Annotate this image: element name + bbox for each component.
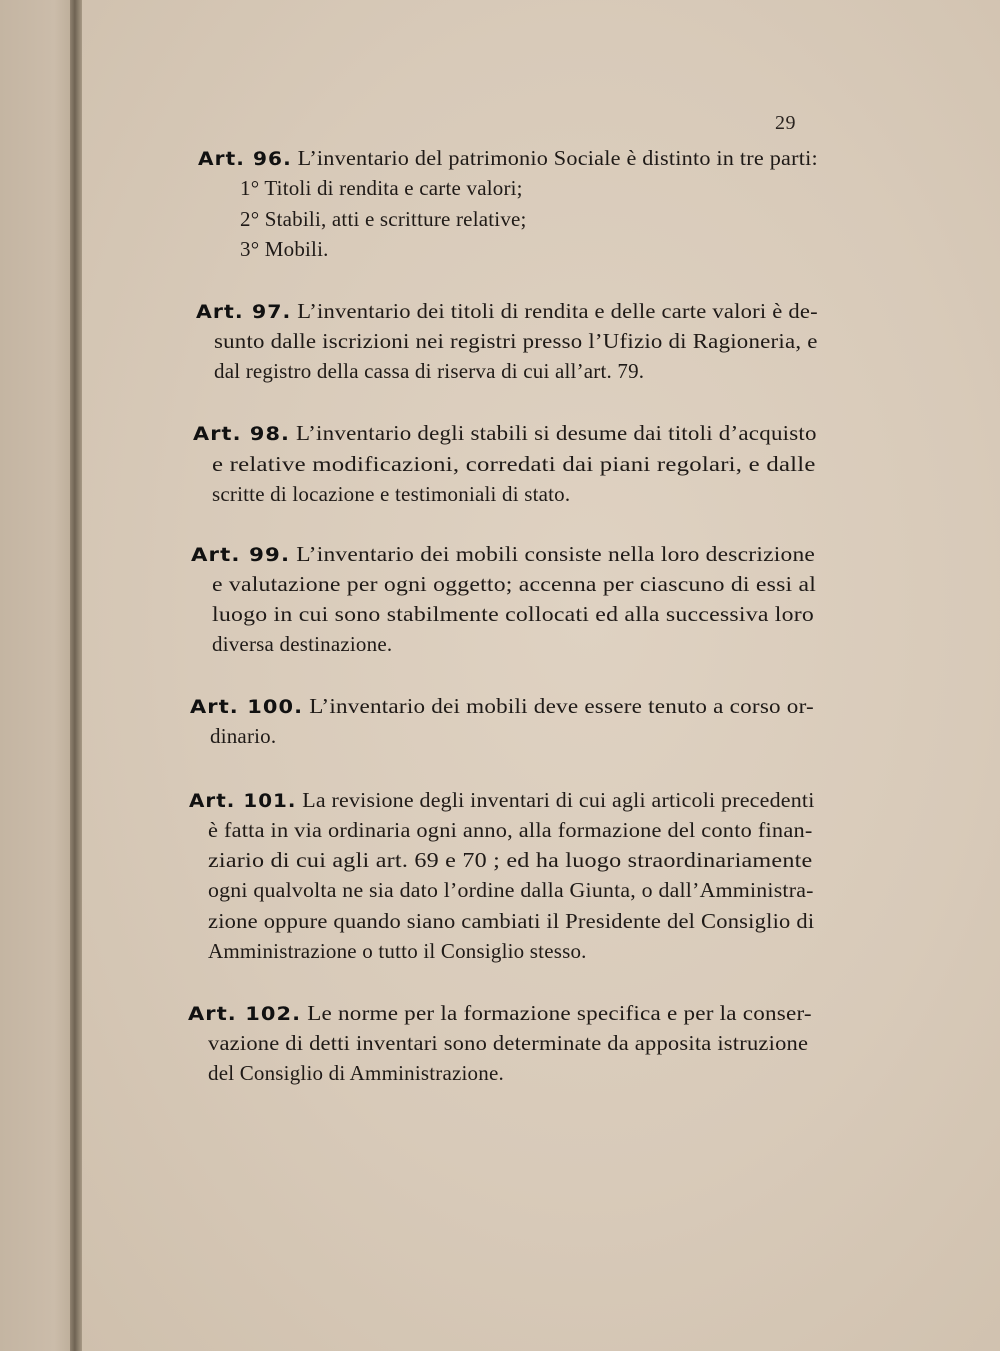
article-96-item-3: 3° Mobili.	[240, 237, 329, 261]
article-97-line-3: dal registro della cassa di riserva di cui all’art. 79.	[214, 359, 645, 383]
article-101-line-2: è fatta in via ordinaria ogni anno, alla formazione del conto finan-	[208, 818, 813, 842]
article-101-line-1	[189, 788, 815, 813]
article-101-line-5: zione oppure quando siano cambiati il Presidente del Consiglio di	[208, 909, 815, 933]
article-98-line-1	[193, 421, 817, 446]
left-page-edge	[0, 0, 78, 1351]
article-99-line-1	[191, 542, 815, 567]
article-100-text: L’inventario dei mobili deve essere tenuto a corso or-	[309, 694, 814, 718]
article-102-line-3: del Consiglio di Amministrazione.	[208, 1061, 504, 1085]
page-number: 29	[775, 112, 796, 134]
article-97-line-1	[196, 299, 818, 324]
article-101-text: La revisione degli inventari di cui agli articoli precedenti	[302, 788, 815, 812]
article-96-line-1	[198, 146, 818, 171]
article-98-line-3: scritte di locazione e testimoniali di stato.	[212, 482, 571, 506]
article-96-item-2: 2° Stabili, atti e scritture relative;	[240, 207, 527, 231]
article-99-line-4: diversa destinazione.	[212, 632, 393, 656]
article-101-line-3: ziario di cui agli art. 69 e 70 ; ed ha luogo straordinariamente	[208, 848, 813, 872]
article-99-line-2: e valutazione per ogni oggetto; accenna per ciascuno di essi al	[212, 572, 817, 596]
article-102-line-2: vazione di detti inventari sono determinate da apposita istruzione	[208, 1031, 809, 1055]
article-102-line-1	[188, 1001, 812, 1026]
article-96-heading: Art. 96.	[198, 148, 292, 170]
article-99-heading: Art. 99.	[191, 544, 291, 566]
article-102-heading: Art. 102.	[188, 1003, 302, 1025]
article-96-text: L’inventario del patrimonio Sociale è distinto in tre parti:	[297, 146, 818, 170]
article-101-heading: Art. 101.	[189, 790, 297, 812]
article-97-heading: Art. 97.	[196, 301, 292, 323]
article-102-text: Le norme per la formazione specifica e per la conser-	[307, 1001, 812, 1025]
book-page	[82, 0, 1000, 1351]
article-101-line-4: ogni qualvolta ne sia dato l’ordine dalla Giunta, o dall’Amministra-	[208, 878, 814, 902]
article-99-line-3: luogo in cui sono stabilmente collocati ed alla successiva loro	[212, 602, 815, 626]
article-100-line-1	[190, 694, 814, 719]
article-100-line-2: dinario.	[210, 724, 277, 748]
article-100-heading: Art. 100.	[190, 696, 304, 718]
book-spine	[70, 0, 82, 1351]
article-98-line-2: e relative modificazioni, corredati dai piani regolari, e dalle	[212, 452, 816, 476]
article-97-line-2: sunto dalle iscrizioni nei registri presso l’Ufizio di Ragioneria, e	[214, 329, 818, 353]
article-96-item-1: 1° Titoli di rendita e carte valori;	[240, 176, 523, 200]
article-98-text: L’inventario degli stabili si desume dai titoli d’acquisto	[296, 421, 817, 445]
article-97-text: L’inventario dei titoli di rendita e delle carte valori è de-	[297, 299, 818, 323]
article-99-text: L’inventario dei mobili consiste nella loro descrizione	[296, 542, 816, 566]
article-101-line-6: Amministrazione o tutto il Consiglio stesso.	[208, 939, 587, 963]
article-98-heading: Art. 98.	[193, 423, 291, 445]
